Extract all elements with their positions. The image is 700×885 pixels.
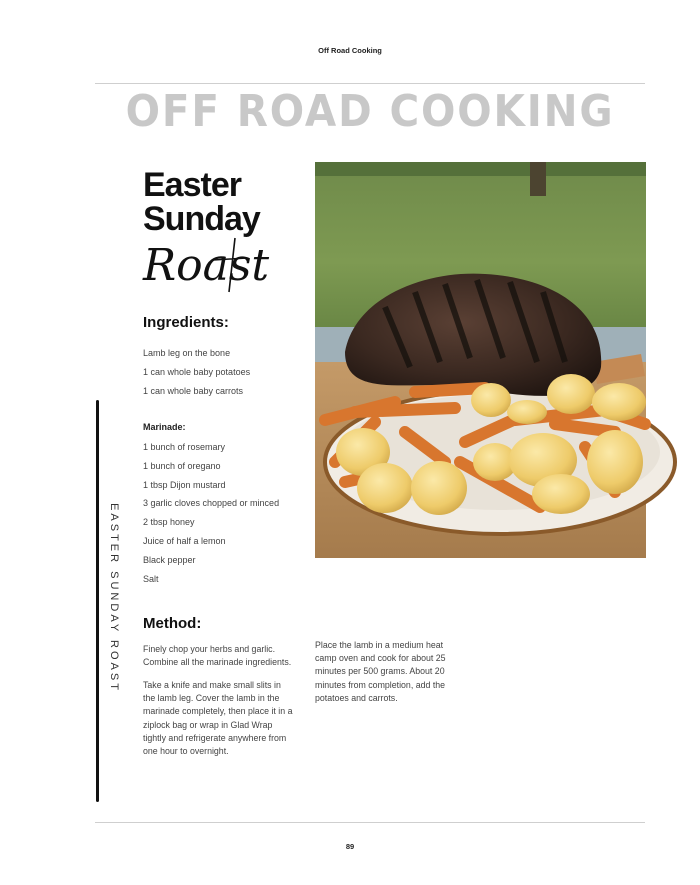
ingredients-list: [143, 344, 250, 400]
method-heading: Method:: [143, 615, 202, 632]
side-accent-line: [96, 400, 99, 802]
method-paragraph-2: Take a knife and make small slits in the lamb leg. Cover the lamb in the marinade completely, then place it in a ziplock bag or wrap in Glad Wrap tightly and refrigerate anywhere from one hour to overnight.: [143, 680, 293, 757]
list-item: Salt: [143, 573, 159, 584]
list-item: 1 tbsp Dijon mustard: [143, 479, 226, 490]
section-banner: OFF ROAD COOKING: [125, 86, 615, 137]
ingredients-heading: Ingredients:: [143, 314, 229, 331]
script-roast-graphic: [143, 236, 270, 294]
title-line-1: Easter: [143, 166, 241, 204]
list-item: Lamb leg on the bone: [143, 348, 231, 358]
list-item: Black pepper: [143, 554, 196, 565]
title-line-2: Sunday: [143, 200, 260, 238]
roast-photo-graphic: [315, 162, 646, 558]
list-item: 1 can whole baby potatoes: [143, 366, 251, 377]
roast-photo: [315, 162, 646, 558]
list-item: Juice of half a lemon: [143, 535, 226, 546]
list-item: 3 garlic cloves chopped or minced: [143, 498, 280, 509]
title-script-word: [143, 236, 270, 299]
marinade-heading: Marinade:: [143, 422, 186, 432]
page-number: 89: [345, 842, 355, 851]
script-text: Roast: [143, 240, 270, 291]
marinade-list: [143, 438, 279, 588]
recipe-title: [143, 168, 260, 236]
side-label: EASTER SUNDAY ROAST: [108, 503, 120, 693]
method-paragraph-1: Finely chop your herbs and garlic. Combine all the marinade ingredients.: [143, 644, 292, 668]
list-item: 1 can whole baby carrots: [143, 385, 244, 396]
bottom-rule: [95, 822, 645, 823]
list-item: 1 bunch of rosemary: [143, 442, 226, 452]
list-item: 2 tbsp honey: [143, 517, 195, 528]
list-item: 1 bunch of oregano: [143, 460, 221, 471]
top-rule: [95, 83, 645, 84]
running-header: Off Road Cooking: [318, 46, 382, 55]
method-paragraph-3: Place the lamb in a medium heat camp oven and cook for about 25 minutes per 500 grams. About 20 minutes from completion, add the potatoes and carrots.: [315, 640, 446, 703]
